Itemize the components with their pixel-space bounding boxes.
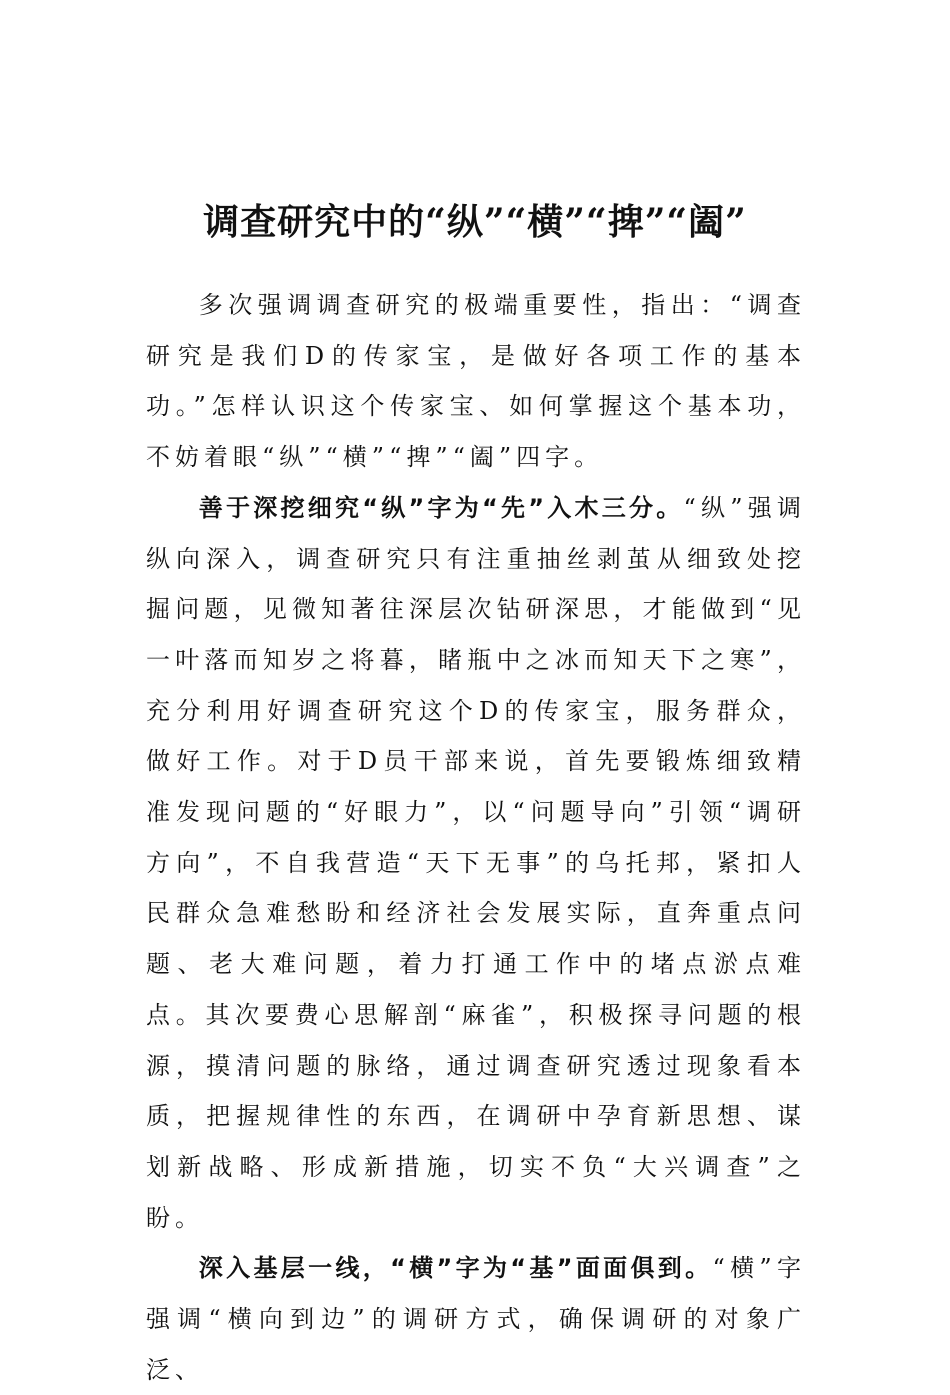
document-title: 调查研究中的“纵”“横”“捭”“阖” bbox=[203, 201, 747, 244]
paragraph-text: “纵”强调纵向深入，调查研究只有注重抽丝剥茧从细致处挖掘问题，见微知著往深层次钻研深思，才能做到“见一叶落而知岁之将暮，睹瓶中之冰而知天下之寒”，充分利用好调查研究这个D的传家宝，服务群众，做好工作。对于D员干部来说，首先要锻炼细致精准发现问题的“好眼力”，以“问题导向”引领“调研方向”，不自我营造“天下无事”的乌托邦，紧扣人民群众急难愁盼和经济社会发展实际，直奔重点问题、老大难问题，着力打通工作中的堵点淤点难点。其次要费心思解剖“麻雀”，积极探寻问题的根源，摸清问题的脉络，通过调查研究透过现象看本质，把握规律性的东西，在调研中孕育新思想、谋划新战略、形成新措施，切实不负“大兴调查”之盼。 bbox=[146, 493, 806, 1232]
paragraph-text: 多次强调调查研究的极端重要性，指出：“调查研究是我们D的传家宝，是做好各项工作的基本功。”怎样认识这个传家宝、如何掌握这个基本功，不妨着眼“纵”“横”“捭”“阖”四字。 bbox=[146, 291, 806, 472]
paragraph-intro bbox=[146, 280, 806, 483]
paragraph-heng bbox=[146, 1243, 806, 1395]
paragraph-zong bbox=[146, 483, 806, 1244]
paragraph-lead: 深入基层一线，“横”字为“基”面面俱到。 bbox=[198, 1254, 713, 1283]
document-body bbox=[146, 280, 806, 1395]
paragraph-lead: 善于深挖细究“纵”字为“先”入木三分。 bbox=[198, 493, 684, 522]
paragraph-text: “横”字强调“横向到边”的调研方式，确保调研的对象广泛、 bbox=[146, 1254, 806, 1384]
